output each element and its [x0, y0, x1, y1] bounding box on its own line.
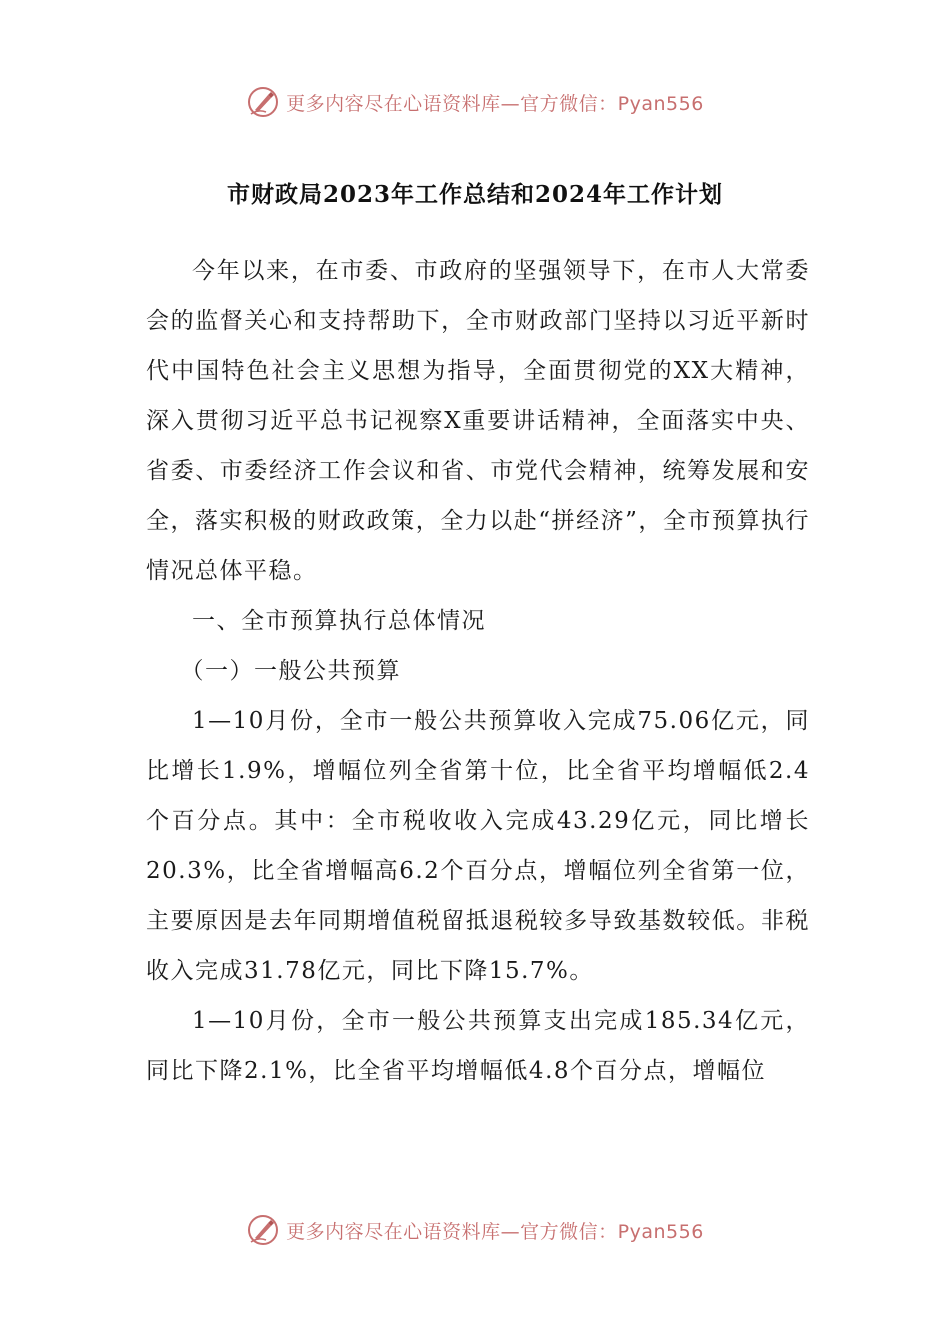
intro-paragraph: 今年以来，在市委、市政府的坚强领导下，在市人大常委会的监督关心和支持帮助下，全市财政部门坚持以习近平新时代中国特色社会主义思想为指导，全面贯彻党的XX大精神，深入贯彻习近平总书记视察X重要讲话精神，全面落实中央、省委、市委经济工作会议和省、市党代会精神，统筹发展和安全，落实积极的财政政策，全力以赴“拼经济”，全市预算执行情况总体平稳。 [146, 258, 810, 584]
document-title: 市财政局2023年工作总结和2024年工作计划 [226, 181, 724, 208]
revenue-paragraph: 1—10月份，全市一般公共预算收入完成75.06亿元，同比增长1.9%，增幅位列全省第十位，比全省平均增幅低2.4个百分点。其中：全市税收收入完成43.29亿元，同比增长20.3%，比全省增幅高6.2个百分点，增幅位列全省第一位，主要原因是去年同期增值税留抵退税较多导致基数较低。非税收入完成31.78亿元，同比下降15.7%。 [146, 708, 810, 984]
header-watermark [0, 82, 950, 122]
section-heading: 一、全市预算执行总体情况 [192, 608, 486, 634]
expenditure-paragraph: 1—10月份，全市一般公共预算支出完成185.34亿元，同比下降2.1%，比全省平均增幅低4.8个百分点，增幅位 [146, 1008, 810, 1084]
subsection-heading: （一）一般公共预算 [180, 658, 401, 684]
watermark-text: 更多内容尽在心语资料库—官方微信：Pyan556 [286, 1220, 704, 1243]
pen-logo-icon [246, 85, 280, 119]
footer-watermark [0, 1210, 950, 1250]
document-body [146, 246, 810, 1096]
pen-logo-icon [246, 1213, 280, 1247]
watermark-text: 更多内容尽在心语资料库—官方微信：Pyan556 [286, 92, 704, 115]
